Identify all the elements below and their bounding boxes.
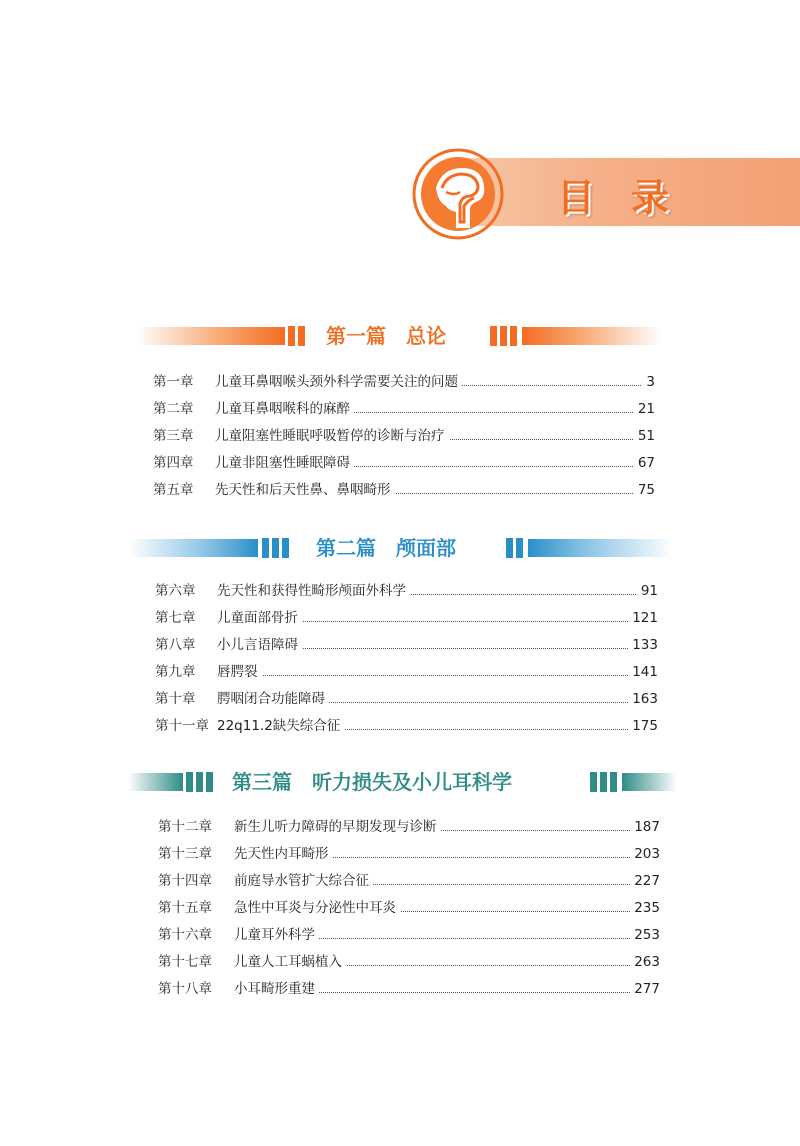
stripe-block bbox=[272, 538, 279, 558]
page-number: 163 bbox=[628, 687, 658, 711]
chapter-number: 第十二章 bbox=[158, 819, 212, 835]
page-number: 277 bbox=[630, 977, 660, 1001]
chapter-number: 第二章 bbox=[153, 401, 194, 417]
chapter-number: 第十八章 bbox=[158, 981, 212, 997]
chapter-title: 儿童耳外科学 bbox=[234, 923, 319, 947]
chapter-number: 第一章 bbox=[153, 374, 194, 390]
stripe-block bbox=[262, 538, 269, 558]
page-number: 67 bbox=[634, 451, 655, 475]
toc-entry[interactable] bbox=[153, 478, 655, 502]
part-stripe-left bbox=[128, 773, 183, 791]
page-number: 227 bbox=[630, 869, 660, 893]
chapter-title: 儿童耳鼻咽喉头颈外科学需要关注的问题 bbox=[215, 370, 462, 394]
chapter-number: 第三章 bbox=[153, 428, 194, 444]
chapter-title: 腭咽闭合功能障碍 bbox=[217, 687, 329, 711]
page-number: 253 bbox=[630, 923, 660, 947]
part-stripe-right bbox=[528, 539, 673, 557]
toc-entry[interactable] bbox=[155, 660, 658, 684]
chapter-number: 第六章 bbox=[155, 583, 196, 599]
chapter-title: 儿童耳鼻咽喉科的麻醉 bbox=[215, 397, 354, 421]
chapter-title: 先天性和后天性鼻、鼻咽畸形 bbox=[215, 478, 395, 502]
page-number: 141 bbox=[628, 660, 658, 684]
chapter-title: 唇腭裂 bbox=[217, 660, 262, 684]
stripe-block bbox=[516, 538, 523, 558]
stripe-block bbox=[490, 326, 497, 346]
page-number: 51 bbox=[634, 424, 655, 448]
toc-entry[interactable] bbox=[158, 950, 660, 974]
toc-header-banner bbox=[412, 148, 800, 238]
part-header-2 bbox=[0, 533, 800, 563]
toc-entry[interactable] bbox=[158, 923, 660, 947]
page-number: 3 bbox=[642, 370, 655, 394]
page-number: 121 bbox=[628, 606, 658, 630]
toc-entry[interactable] bbox=[158, 977, 660, 1001]
page-number: 187 bbox=[630, 815, 660, 839]
dot-leader bbox=[217, 675, 658, 676]
stripe-block bbox=[288, 326, 295, 346]
toc-entry[interactable] bbox=[158, 869, 660, 893]
chapter-number: 第十一章 bbox=[155, 718, 209, 734]
page-number: 235 bbox=[630, 896, 660, 920]
page-number: 203 bbox=[630, 842, 660, 866]
chapter-number: 第十章 bbox=[155, 691, 196, 707]
page-number: 175 bbox=[628, 714, 658, 738]
toc-entry[interactable] bbox=[155, 633, 658, 657]
part-stripe-left bbox=[135, 327, 285, 345]
chapter-number: 第十三章 bbox=[158, 846, 212, 862]
chapter-number: 第四章 bbox=[153, 455, 194, 471]
toc-entry[interactable] bbox=[155, 579, 658, 603]
toc-entry[interactable] bbox=[155, 606, 658, 630]
page-number: 21 bbox=[634, 397, 655, 421]
part-title-2: 第二篇 颅面部 bbox=[316, 536, 456, 560]
chapter-title: 急性中耳炎与分泌性中耳炎 bbox=[234, 896, 400, 920]
part-header-1 bbox=[0, 321, 800, 351]
part-stripe-left bbox=[128, 539, 258, 557]
chapter-title: 儿童阻塞性睡眠呼吸暂停的诊断与治疗 bbox=[215, 424, 449, 448]
toc-entry[interactable] bbox=[153, 397, 655, 421]
part-title-3: 第三篇 听力损失及小儿耳科学 bbox=[232, 770, 512, 794]
chapter-number: 第八章 bbox=[155, 637, 196, 653]
stripe-block bbox=[506, 538, 513, 558]
stripe-block bbox=[298, 326, 305, 346]
stripe-block bbox=[590, 772, 597, 792]
chapter-title: 先天性和获得性畸形颅面外科学 bbox=[217, 579, 410, 603]
stripe-block bbox=[510, 326, 517, 346]
chapter-number: 第五章 bbox=[153, 482, 194, 498]
chapter-number: 第七章 bbox=[155, 610, 196, 626]
page-number: 75 bbox=[634, 478, 655, 502]
chapter-title: 儿童人工耳蜗植入 bbox=[234, 950, 346, 974]
part-header-3 bbox=[0, 767, 800, 797]
toc-entry[interactable] bbox=[158, 815, 660, 839]
toc-entry[interactable] bbox=[153, 451, 655, 475]
chapter-number: 第十四章 bbox=[158, 873, 212, 889]
chapter-title: 小耳畸形重建 bbox=[234, 977, 319, 1001]
page-number: 133 bbox=[628, 633, 658, 657]
chapter-number: 第十六章 bbox=[158, 927, 212, 943]
stripe-block bbox=[206, 772, 213, 792]
toc-entry[interactable] bbox=[153, 370, 655, 394]
part-stripe-right bbox=[622, 773, 677, 791]
chapter-title: 先天性内耳畸形 bbox=[234, 842, 333, 866]
toc-entry[interactable] bbox=[155, 714, 658, 738]
part-title-1: 第一篇 总论 bbox=[326, 324, 446, 348]
chapter-title: 儿童面部骨折 bbox=[217, 606, 302, 630]
chapter-title: 新生儿听力障碍的早期发现与诊断 bbox=[234, 815, 441, 839]
stripe-block bbox=[282, 538, 289, 558]
chapter-title: 前庭导水管扩大综合征 bbox=[234, 869, 373, 893]
chapter-title: 22q11.2缺失综合征 bbox=[217, 714, 344, 738]
chapter-title: 儿童非阻塞性睡眠障碍 bbox=[215, 451, 354, 475]
chapter-number: 第十七章 bbox=[158, 954, 212, 970]
chapter-number: 第十五章 bbox=[158, 900, 212, 916]
part-stripe-right bbox=[522, 327, 662, 345]
chapter-title: 小儿言语障碍 bbox=[217, 633, 302, 657]
stripe-block bbox=[196, 772, 203, 792]
stripe-block bbox=[500, 326, 507, 346]
stripe-block bbox=[610, 772, 617, 792]
toc-entry[interactable] bbox=[155, 687, 658, 711]
page-title: 目录 bbox=[557, 176, 706, 220]
stripe-block bbox=[186, 772, 193, 792]
stripe-block bbox=[600, 772, 607, 792]
chapter-number: 第九章 bbox=[155, 664, 196, 680]
page-number: 91 bbox=[637, 579, 658, 603]
page-number: 263 bbox=[630, 950, 660, 974]
toc-entry[interactable] bbox=[158, 896, 660, 920]
toc-entry[interactable] bbox=[158, 842, 660, 866]
ear-nose-throat-anatomy-logo-icon bbox=[412, 148, 504, 240]
toc-entry[interactable] bbox=[153, 424, 655, 448]
